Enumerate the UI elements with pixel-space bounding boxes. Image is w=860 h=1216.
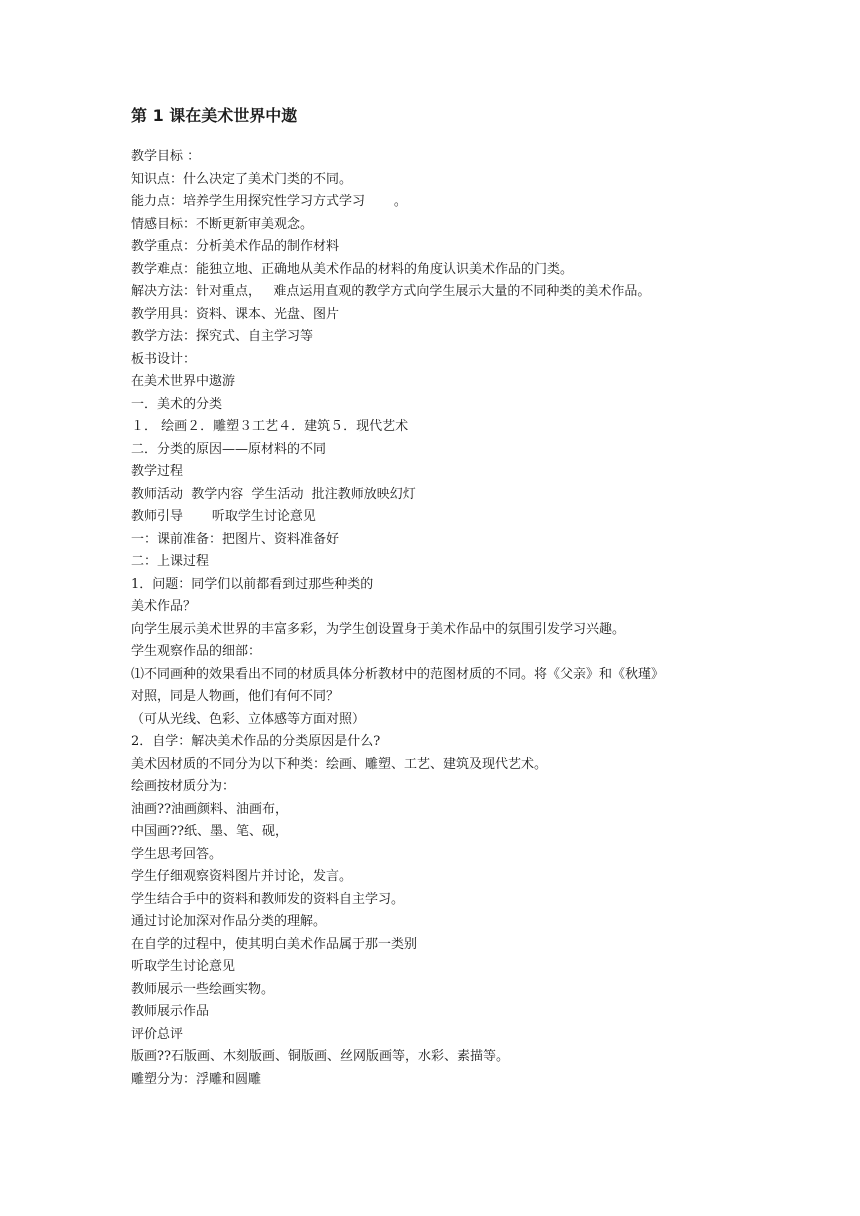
text-line: 能力点：培养学生用探究性学习方式学习 。 xyxy=(131,194,407,209)
text-line: １． 绘画２．雕塑３工艺４．建筑５．现代艺术 xyxy=(131,419,409,434)
text-line: 学生仔细观察资料图片并讨论，发言。 xyxy=(131,869,353,884)
text-line: 教学方法：探究式、自主学习等 xyxy=(131,329,314,344)
text-line: 中国画??纸、墨、笔、砚， xyxy=(131,824,288,839)
text-line: 绘画按材质分为： xyxy=(131,779,236,794)
text-line: 教学用具：资料、课本、光盘、图片 xyxy=(131,306,340,322)
text-line: 教师展示一些绘画实物。 xyxy=(131,981,275,997)
text-line: 一：课前准备：把图片、资料准备好 xyxy=(131,531,340,547)
text-line: 板书设计： xyxy=(131,351,197,367)
text-line: 听取学生讨论意见 xyxy=(131,959,236,974)
text-line: 学生思考回答。 xyxy=(131,846,223,862)
text-line: 解决方法：针对重点， 难点运用直观的教学方式向学生展示大量的不同种类的美术作品。 xyxy=(131,284,651,299)
text-line: 教师引导 听取学生讨论意见 xyxy=(131,509,316,524)
text-line: ⑴不同画种的效果看出不同的材质具体分析教材中的范图材质的不同。将《父亲》和《秋瑾》 xyxy=(131,666,665,682)
text-line: 学生观察作品的细部： xyxy=(131,644,262,659)
text-line: 在美术世界中遨游 xyxy=(131,374,236,389)
text-line: 评价总评 xyxy=(131,1026,184,1042)
text-line: 在自学的过程中，使其明白美术作品属于那一类别 xyxy=(131,936,418,952)
document-body xyxy=(131,146,811,1091)
text-line: 情感目标：不断更新审美观念。 xyxy=(131,216,314,232)
text-line: 2．自学：解决美术作品的分类原因是什么? xyxy=(131,734,381,749)
text-line: 1．问题：同学们以前都看到过那些种类的 xyxy=(131,576,374,592)
text-line: 知识点：什么决定了美术门类的不同。 xyxy=(131,171,353,187)
text-line: 美术因材质的不同分为以下种类：绘画、雕塑、工艺、建筑及现代艺术。 xyxy=(131,756,548,772)
text-line: 油画??油画颜料、油画布， xyxy=(131,801,288,817)
text-line: 教师展示作品 xyxy=(131,1004,210,1019)
document-title: 第 1 课在美术世界中遨 xyxy=(131,106,298,125)
text-line: 一．美术的分类 xyxy=(131,396,223,412)
text-line: 教学难点：能独立地、正确地从美术作品的材料的角度认识美术作品的门类。 xyxy=(131,261,574,277)
text-line: 版画??石版画、木刻版画、铜版画、丝网版画等，水彩、素描等。 xyxy=(131,1049,509,1064)
document-page xyxy=(131,104,811,1091)
text-line: （可从光线、色彩、立体感等方面对照） xyxy=(131,711,366,727)
text-line: 教师活动 教学内容 学生活动 批注教师放映幻灯 xyxy=(131,486,416,502)
text-line: 美术作品？ xyxy=(131,599,197,614)
text-line: 向学生展示美术世界的丰富多彩，为学生创设置身于美术作品中的氛围引发学习兴趣。 xyxy=(131,621,626,637)
text-line: 对照，同是人物画，他们有何不同？ xyxy=(131,689,340,704)
text-line: 通过讨论加深对作品分类的理解。 xyxy=(131,914,327,929)
text-line: 二．分类的原因——原材料的不同 xyxy=(131,441,327,457)
text-line: 教学重点：分析美术作品的制作材料 xyxy=(131,239,340,254)
text-line: 学生结合手中的资料和教师发的资料自主学习。 xyxy=(131,891,405,907)
text-line: 雕塑分为：浮雕和圆雕 xyxy=(131,1071,262,1087)
text-line: 教学目标 ： xyxy=(131,149,201,164)
text-line: 二：上课过程 xyxy=(131,554,210,569)
text-line: 教学过程 xyxy=(131,464,184,479)
